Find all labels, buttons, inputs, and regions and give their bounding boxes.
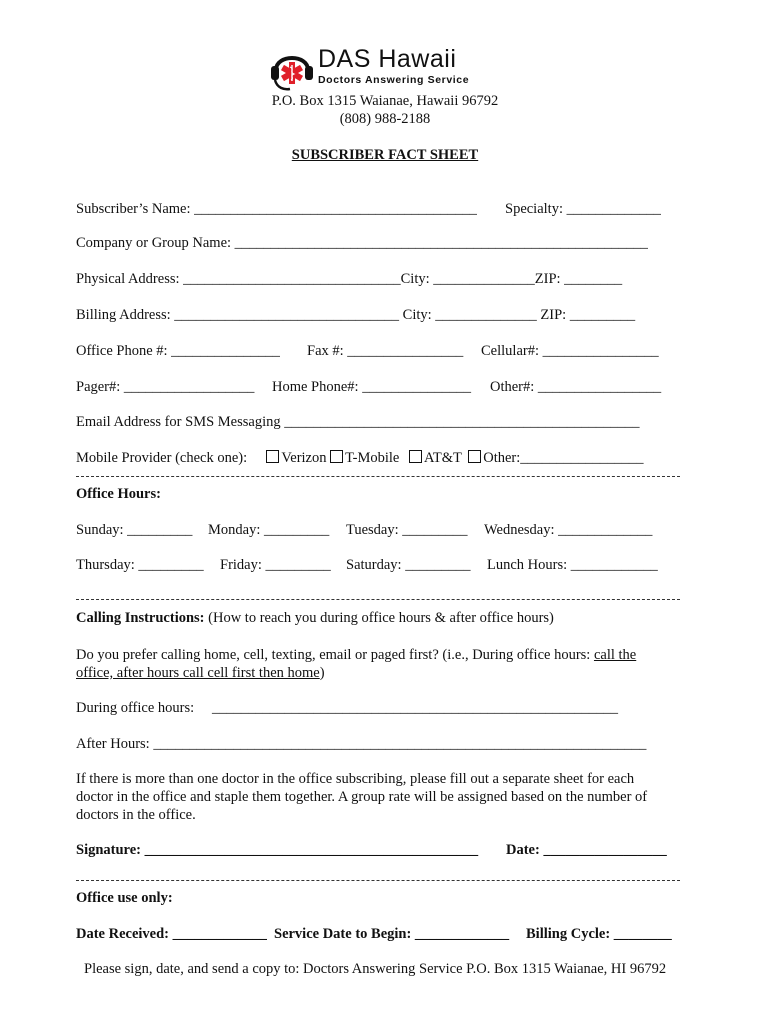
wednesday-hours-field[interactable]: Wednesday: _____________ — [484, 522, 653, 538]
monday-hours-field[interactable]: Monday: _________ — [208, 522, 330, 538]
note-line-2: doctor in the office and staple them together. A group rate will be assigned based on the number of — [76, 789, 648, 805]
headset-medical-star-icon — [268, 44, 316, 94]
verizon-label: Verizon — [281, 450, 327, 466]
office-phone-field[interactable]: Office Phone #: _______________ — [76, 343, 280, 359]
tmobile-checkbox[interactable] — [330, 450, 343, 463]
page-title: SUBSCRIBER FACT SHEET — [291, 147, 479, 163]
section-divider — [76, 476, 680, 477]
das-logo — [268, 44, 498, 94]
mobile-provider-row — [76, 450, 644, 467]
logo-tagline: Doctors Answering Service — [318, 74, 470, 86]
section-divider — [76, 880, 680, 881]
lunch-hours-field[interactable]: Lunch Hours: ____________ — [487, 557, 658, 573]
saturday-hours-field[interactable]: Saturday: _________ — [346, 557, 471, 573]
physical-address-field[interactable]: Physical Address: ______________________________City: ______________ZIP: ________ — [76, 271, 623, 287]
header-address: P.O. Box 1315 Waianae, Hawaii 96792 — [271, 93, 499, 109]
header-phone: (808) 988-2188 — [339, 111, 431, 127]
other-provider-checkbox[interactable] — [468, 450, 481, 463]
billing-address-field[interactable]: Billing Address: _______________________________ City: ______________ ZIP: _________ — [76, 307, 636, 323]
calling-instructions-label: Calling Instructions: — [76, 610, 205, 626]
calling-preference-question — [76, 646, 691, 682]
date-received-field[interactable]: Date Received: _____________ — [76, 926, 267, 942]
during-office-hours-label: During office hours: — [76, 700, 195, 716]
calling-instructions-note: (How to reach you during office hours & after office hours) — [204, 610, 554, 626]
specialty-field[interactable]: Specialty: _____________ — [505, 201, 661, 217]
signature-field[interactable]: Signature: ______________________________________________ — [76, 842, 479, 858]
billing-cycle-field[interactable]: Billing Cycle: ________ — [526, 926, 672, 942]
verizon-checkbox[interactable] — [266, 450, 279, 463]
office-use-heading: Office use only: — [76, 890, 173, 906]
during-office-hours-field[interactable]: ________________________________________________________ — [212, 700, 618, 716]
note-line-3: doctors in the office. — [76, 807, 196, 823]
tmobile-label: T-Mobile — [345, 450, 400, 466]
att-label: AT&T — [423, 450, 462, 466]
thursday-hours-field[interactable]: Thursday: _________ — [76, 557, 204, 573]
tuesday-hours-field[interactable]: Tuesday: _________ — [346, 522, 468, 538]
calling-example-part2: office, after hours call cell first then home — [76, 665, 320, 681]
cellular-field[interactable]: Cellular#: ________________ — [481, 343, 659, 359]
calling-question-text: Do you prefer calling home, cell, texting, email or paged first? (i.e., During office hours: — [76, 647, 594, 663]
other-phone-field[interactable]: Other#: _________________ — [490, 379, 662, 395]
subscriber-name-field[interactable]: Subscriber’s Name: _______________________________________ — [76, 201, 477, 217]
other-provider-field[interactable]: Other:_________________ — [483, 450, 644, 466]
pager-field[interactable]: Pager#: __________________ — [76, 379, 255, 395]
mobile-provider-label: Mobile Provider (check one): — [76, 450, 248, 466]
multiple-doctors-note — [76, 770, 691, 824]
after-hours-field[interactable]: After Hours: ____________________________________________________________________ — [76, 736, 647, 752]
service-date-field[interactable]: Service Date to Begin: _____________ — [274, 926, 510, 942]
signature-date-field[interactable]: Date: _________________ — [506, 842, 667, 858]
friday-hours-field[interactable]: Friday: _________ — [220, 557, 331, 573]
section-divider — [76, 599, 680, 600]
office-hours-heading: Office Hours: — [76, 486, 161, 502]
company-name-field[interactable]: Company or Group Name: _________________________________________________________ — [76, 235, 648, 251]
logo-name: DAS Hawaii — [318, 45, 457, 73]
sunday-hours-field[interactable]: Sunday: _________ — [76, 522, 193, 538]
calling-example-part1: call the — [593, 647, 637, 663]
calling-instructions-heading — [76, 610, 554, 627]
note-line-1: If there is more than one doctor in the office subscribing, please fill out a separate sheet for each — [76, 771, 635, 787]
fax-field[interactable]: Fax #: ________________ — [307, 343, 464, 359]
calling-question-end: ) — [319, 665, 325, 681]
home-phone-field[interactable]: Home Phone#: _______________ — [272, 379, 471, 395]
footer-instructions: Please sign, date, and send a copy to: Doctors Answering Service P.O. Box 1315 Waianae, HI 96792 — [84, 961, 667, 977]
email-sms-field[interactable]: Email Address for SMS Messaging _________________________________________________ — [76, 414, 640, 430]
att-checkbox[interactable] — [409, 450, 422, 463]
